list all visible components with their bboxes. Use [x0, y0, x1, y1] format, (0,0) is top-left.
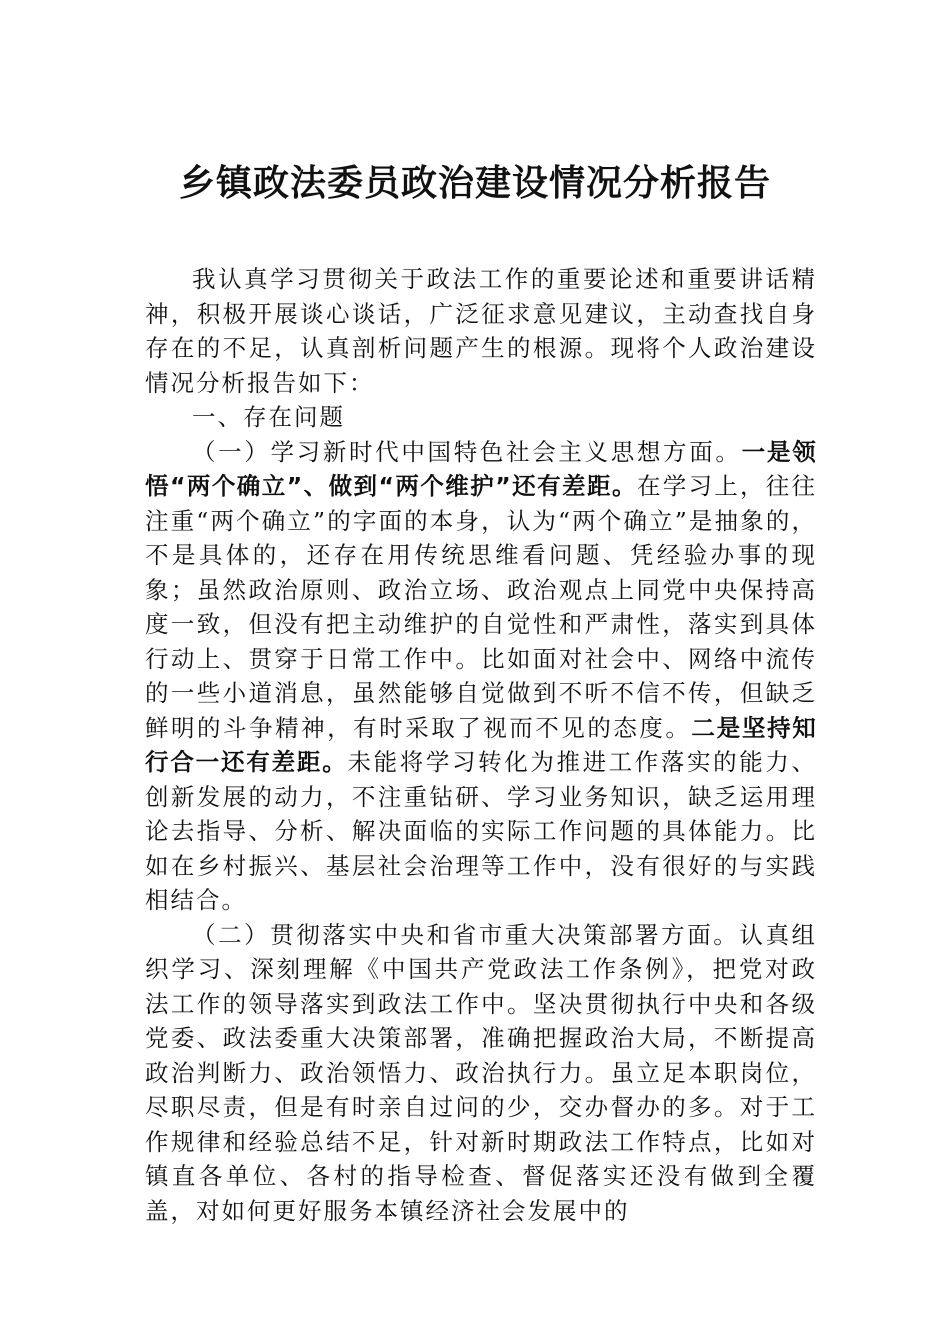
document-body: [145, 262, 817, 1228]
item1-point2-text: 未能将学习转化为推进工作落实的能力、创新发展的动力，不注重钻研、学习业务知识，缺乏运用理论去指导、分析、解决面临的实际工作问题的具体能力。比如在乡村振兴、基层社会治理等工作中，没有很好的与实践相结合。: [145, 748, 817, 914]
section-heading: 一、存在问题: [192, 403, 345, 431]
item2-paragraph: [145, 918, 817, 1229]
document-title: 乡镇政法委员政治建设情况分析报告: [178, 163, 771, 204]
item1-label: （一）学习新时代中国特色社会主义思想方面。: [192, 437, 742, 466]
item2-text: 认真组织学习、深刻理解《中国共产党政法工作条例》，把党对政法工作的领导落实到政法工作中。坚决贯彻执行中央和各级党委、政法委重大决策部署，准确把握政治大局，不断提高政治判断力、政治领悟力、政治执行力。虽立足本职岗位，尽职尽责，但是有时亲自过问的少，交办督办的多。对于工作规律和经验总结不足，针对新时期政法工作特点，比如对镇直各单位、各村的指导检查、督促落实还没有做到全覆盖，对如何更好服务本镇经济社会发展中的: [145, 920, 818, 1225]
intro-paragraph: 我认真学习贯彻关于政法工作的重要论述和重要讲话精神，积极开展谈心谈话，广泛征求意见建议，主动查找自身存在的不足，认真剖析问题产生的根源。现将个人政治建设情况分析报告如下：: [145, 265, 817, 397]
item1-point2-bold: 二是坚持知行合一还有差距。: [145, 713, 818, 776]
item1-point1-bold: 一是领悟“两个确立”、做到“两个维护”还有差距。: [145, 437, 818, 500]
item2-label: （二）贯彻落实中央和省市重大决策部署方面。: [192, 920, 740, 949]
item1-paragraph: [145, 435, 817, 918]
item1-point1-text: 在学习上，往往注重“两个确立”的字面的本身，认为“两个确立”是抽象的，不是具体的，还存在用传统思维看问题、凭经验办事的现象；虽然政治原则、政治立场、政治观点上同党中央保持高度一致，但没有把主动维护的自觉性和严肃性，落实到具体行动上、贯穿于日常工作中。比如面对社会中、网络中流传的一些小道消息，虽然能够自觉做到不听不信不传，但缺乏鲜明的斗争精神，有时采取了视而不见的态度。: [145, 472, 817, 742]
